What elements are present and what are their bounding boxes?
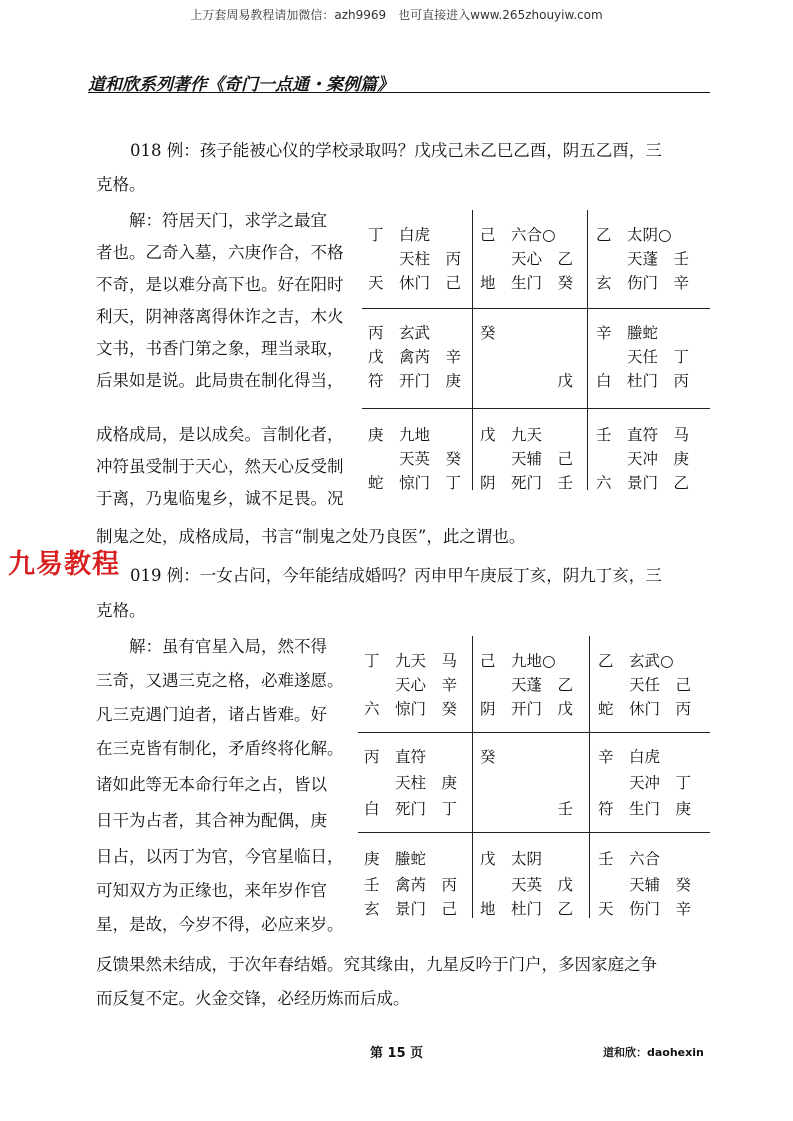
chart-cell: 丁 白虎 <box>368 226 431 244</box>
chart-cell: 己 六合○ <box>480 226 556 244</box>
case18-text-line: 于离，乃鬼临鬼乡，诚不足畏。况 <box>96 489 344 508</box>
case19-text-line: 诸如此等无本命行年之占，皆以 <box>96 775 327 794</box>
chart-cell: 戊 九天 <box>480 426 543 444</box>
chart-cell: 阴 开门 戊 <box>480 700 574 718</box>
chart-cell: 天心 辛 <box>364 676 458 694</box>
watermark-logo: 九易教程 <box>8 549 120 580</box>
case18-text-line: 者也。乙奇入墓，六庚作合，不格 <box>96 243 344 262</box>
chart-divider <box>362 308 710 309</box>
chart-cell: 癸 <box>480 748 496 766</box>
case18-text-line: 成格成局，是以成矣。言制化者， <box>96 425 344 444</box>
chart-divider <box>472 636 473 918</box>
chart-cell: 天辅 癸 <box>598 876 692 894</box>
case19-text-line: 在三克皆有制化，矛盾终将化解。 <box>96 739 344 758</box>
chart-cell: 天冲 庚 <box>596 450 690 468</box>
chart-cell: 戊 禽芮 辛 <box>368 348 462 366</box>
case19-text-line: 可知双方为正缘也，来年岁作官 <box>96 881 327 900</box>
chart-cell: 天任 丁 <box>596 348 690 366</box>
case19-title-line2: 克格。 <box>96 601 146 620</box>
chart-cell: 白 死门 丁 <box>364 800 458 818</box>
chart-cell: 丙 玄武 <box>368 324 431 342</box>
chart-cell: 天 休门 己 <box>368 274 462 292</box>
chart-cell: 玄 景门 己 <box>364 900 458 918</box>
chart-cell: 壬 <box>480 800 574 818</box>
chart-divider <box>362 408 710 409</box>
header-divider <box>88 92 710 93</box>
chart-divider <box>589 636 590 918</box>
case18-title-line1: 018 例：孩子能被心仪的学校录取吗？戊戌己未乙巳乙酉，阴五乙酉，三 <box>130 141 662 160</box>
chart-cell: 符 开门 庚 <box>368 372 462 390</box>
chart-cell: 天蓬 乙 <box>480 676 574 694</box>
chart-cell: 天英 癸 <box>368 450 462 468</box>
case19-text-line: 星，是故，今岁不得，必应来岁。 <box>96 915 344 934</box>
case19-text-line: 凡三克遇门迫者，诸占皆难。好 <box>96 705 327 724</box>
chart-divider <box>358 832 710 833</box>
chart-cell: 庚 螣蛇 <box>364 850 427 868</box>
case18-text-line: 不奇，是以难分高下也。好在阳时 <box>96 275 344 294</box>
chart-cell: 天蓬 壬 <box>596 250 690 268</box>
page-number: 第 15 页 <box>370 1046 424 1061</box>
chart-cell: 壬 六合 <box>598 850 661 868</box>
case19-title-line1: 019 例：一女占问，今年能结成婚吗？丙申甲午庚辰丁亥，阴九丁亥，三 <box>130 566 662 585</box>
chart-cell: 乙 太阴○ <box>596 226 672 244</box>
chart-divider <box>358 732 710 733</box>
book-header: 道和欣系列著作《奇门一点通・案例篇》 <box>88 75 394 95</box>
chart-cell: 丙 直符 <box>364 748 427 766</box>
chart-cell: 蛇 休门 丙 <box>598 700 692 718</box>
case19-text-line: 解：虽有官星入局，然不得 <box>96 637 327 656</box>
case18-text-line: 制鬼之处，成格成局，书言“制鬼之处乃良医”，此之谓也。 <box>96 527 526 546</box>
author-credit: 道和欣：daohexin <box>603 1046 704 1059</box>
chart-divider <box>472 210 473 490</box>
case19-text-line: 日干为占者，其合神为配偶，庚 <box>96 811 327 830</box>
chart-cell: 地 生门 癸 <box>480 274 574 292</box>
chart-cell: 阴 死门 壬 <box>480 474 574 492</box>
case19-conclusion-line: 而反复不定。火金交锋，必经历炼而后成。 <box>96 989 410 1008</box>
chart-cell: 戊 太阴 <box>480 850 543 868</box>
chart-cell: 玄 伤门 辛 <box>596 274 690 292</box>
chart-cell: 天柱 丙 <box>368 250 462 268</box>
case18-text-line: 利天，阴神落离得休诈之吉，木火 <box>96 307 344 326</box>
chart-cell: 己 九地○ <box>480 652 556 670</box>
chart-cell: 丁 九天 马 <box>364 652 458 670</box>
chart-cell: 天任 己 <box>598 676 692 694</box>
chart-cell: 白 杜门 丙 <box>596 372 690 390</box>
chart-cell: 蛇 惊门 丁 <box>368 474 462 492</box>
chart-cell: 六 景门 乙 <box>596 474 690 492</box>
case18-text-line: 后果如是说。此局贵在制化得当， <box>96 371 344 390</box>
chart-cell: 乙 玄武○ <box>598 652 674 670</box>
top-banner: 上万套周易教程请加微信：azh9969 也可直接进入www.265zhouyiw.com <box>190 8 603 22</box>
chart-cell: 天辅 己 <box>480 450 574 468</box>
chart-cell: 天英 戊 <box>480 876 574 894</box>
chart-cell: 癸 <box>480 324 496 342</box>
chart-divider <box>587 210 588 490</box>
chart-cell: 天柱 庚 <box>364 774 458 792</box>
case19-text-line: 日占，以丙丁为官，今官星临日， <box>96 847 344 866</box>
case18-title-line2: 克格。 <box>96 175 146 194</box>
case18-text-line: 文书，书香门第之象，理当录取， <box>96 339 344 358</box>
chart-cell: 壬 禽芮 丙 <box>364 876 458 894</box>
chart-cell: 戊 <box>480 372 574 390</box>
case19-text-line: 三奇，又遇三克之格，必难遂愿。 <box>96 671 344 690</box>
chart-cell: 地 杜门 乙 <box>480 900 574 918</box>
chart-cell: 六 惊门 癸 <box>364 700 458 718</box>
chart-cell: 辛 白虎 <box>598 748 661 766</box>
chart-cell: 天冲 丁 <box>598 774 692 792</box>
chart-cell: 天 伤门 辛 <box>598 900 692 918</box>
chart-cell: 天心 乙 <box>480 250 574 268</box>
case18-text-line: 解：符居天门，求学之最宜 <box>96 211 327 230</box>
chart-cell: 庚 九地 <box>368 426 431 444</box>
case18-text-line: 冲符虽受制于天心，然天心反受制 <box>96 457 344 476</box>
chart-cell: 辛 螣蛇 <box>596 324 659 342</box>
chart-cell: 符 生门 庚 <box>598 800 692 818</box>
chart-cell: 壬 直符 马 <box>596 426 690 444</box>
case19-conclusion-line: 反馈果然未结成，于次年春结婚。究其缘由，九星反吟于门户，多因家庭之争 <box>96 955 657 974</box>
